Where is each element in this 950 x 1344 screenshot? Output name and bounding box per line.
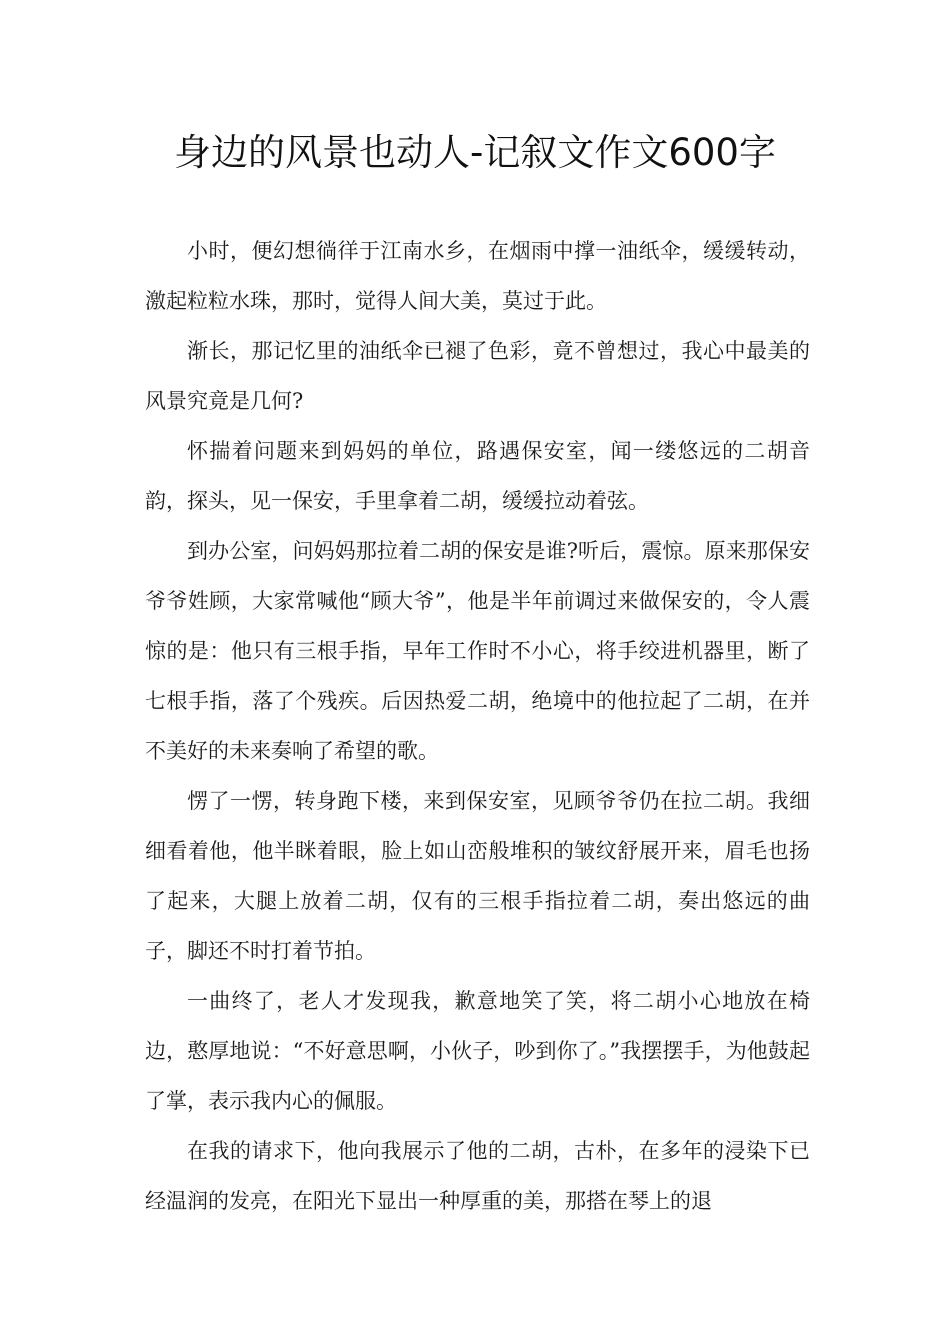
paragraph-7: 在我的请求下，他向我展示了他的二胡，古朴，在多年的浸染下已经温润的发亮，在阳光下显出一种厚重的美，那搭在琴上的退 (145, 1139, 810, 1213)
paragraph-3: 怀揣着问题来到妈妈的单位，路遇保安室，闻一缕悠远的二胡音韵，探头，见一保安，手里拿着二胡，缓缓拉动着弦。 (145, 439, 810, 513)
paragraph-5: 愣了一愣，转身跑下楼，来到保安室，见顾爷爷仍在拉二胡。我细细看着他，他半眯着眼，脸上如山峦般堆积的皱纹舒展开来，眉毛也扬了起来，大腿上放着二胡，仅有的三根手指拉着二胡，奏出悠远的曲子，脚还不时打着节拍。 (145, 789, 810, 963)
paragraph-6: 一曲终了，老人才发现我，歉意地笑了笑，将二胡小心地放在椅边，憨厚地说：“不好意思啊，小伙子，吵到你了。”我摆摆手，为他鼓起了掌，表示我内心的佩服。 (145, 989, 810, 1113)
paragraph-2: 渐长，那记忆里的油纸伞已褪了色彩，竟不曾想过，我心中最美的风景究竟是几何? (145, 339, 810, 413)
paragraph-4: 到办公室，问妈妈那拉着二胡的保安是谁?听后，震惊。原来那保安爷爷姓顾，大家常喊他“顾大爷”，他是半年前调过来做保安的，令人震惊的是：他只有三根手指，早年工作时不小心，将手绞进机器里，断了七根手指，落了个残疾。后因热爱二胡，绝境中的他拉起了二胡，在并不美好的未来奏响了希望的歌。 (145, 539, 810, 763)
document-body (145, 226, 810, 1226)
paragraph-1: 小时，便幻想徜徉于江南水乡，在烟雨中撑一油纸伞，缓缓转动，激起粒粒水珠，那时，觉得人间大美，莫过于此。 (145, 239, 810, 313)
document-title: 身边的风景也动人-记叙文作文600字 (174, 131, 776, 174)
